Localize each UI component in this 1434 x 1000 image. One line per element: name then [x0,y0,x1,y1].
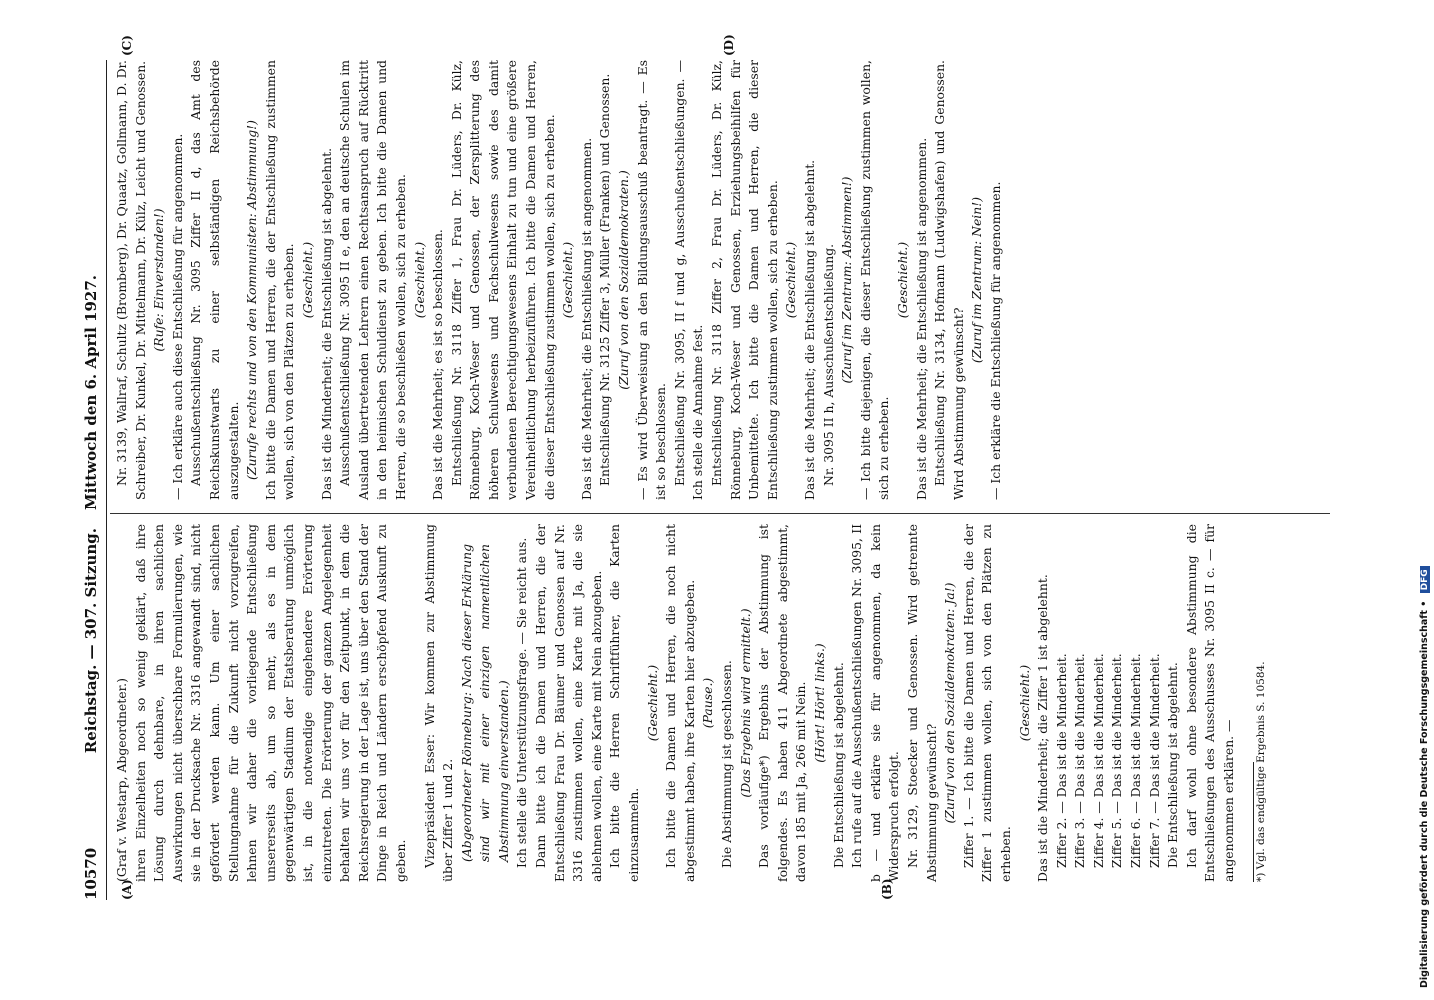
session-title: Reichstag. — 307. Sitzung. [82,528,100,754]
header-rule [106,60,107,900]
paragraph: Ziffer 1. — Ich bitte die Damen und Herren, die der Ziffer 1 zustimmen wollen, sich von den Plätzen zu erheben. [960,524,1013,882]
dfg-logo: DFG [1420,566,1430,593]
margin-marker-c: (C) [120,35,134,56]
paragraph: Entschließung Nr. 3125 Ziffer 3, Müller (Franken) und Genossen. [597,73,613,486]
paragraph: (Pause.) [700,677,716,729]
paragraph: Die Entschließung ist abgelehnt. [830,662,846,868]
paragraph: (Geschieht.) [1016,664,1032,742]
paragraph: (Zuruf im Zentrum: Nein!) [969,196,985,364]
paragraph: Das ist die Mehrheit; die Entschließung ist abgelehnt. [801,159,817,500]
paragraph: (Zuruf von den Sozialdemokraten.) [616,170,632,390]
paragraph: Entschließung Nr. 3134, Hofmann (Ludwigshafen) und Genossen. Wird Abstimmung gewünscht? [932,60,966,500]
paragraph: Ich bitte die Herren Schriftführer, die Karten einzusammeln. [607,524,642,882]
paragraph: Ziffer 5. — Das ist die Minderheit. [1109,653,1125,868]
paragraph: — Ich erkläre auch diese Entschließung für angenommen. [169,133,185,500]
margin-marker-d: (D) [722,34,736,56]
paragraph: Die Abstimmung ist geschlossen. [719,660,734,868]
paragraph: (Abgeordneter Rönneburg: Nach dieser Erklärung sind wir mit einer einzigen namentlichen Abstimmung einverstanden.) [458,544,511,862]
paragraph: (Geschieht.) [644,664,660,742]
session-date: Mittwoch den 6. April 1927. [82,275,100,510]
margin-marker-a: (A) [120,879,134,900]
paragraph: Ziffer 2. — Das ist die Minderheit. [1053,653,1069,868]
paragraph: — Ich erkläre die Entschließung für angenommen. [987,181,1003,500]
paragraph: Das ist die Mehrheit; es ist so beschlossen. [430,229,446,500]
paragraph: — Ich bitte diejenigen, die dieser Entschließung zustimmen wollen, sich zu erheben. [857,60,892,500]
paragraph: Entschließung Nr. 3118 Ziffer 1, Frau Dr. Lüders, Dr. Külz, Rönneburg, Koch-Weser und Genossen, der Zersplitterung des höheren Schulwesens und Fachschulwesens sowie des damit verbundenen Berechtigungswesens Einhalt zu tun und eine größere Vereinheitlichung herbeizuführen. Ich bitte die Damen und Herren, die dieser Entschließung zustimmen wollen, sich zu erheben. [448,60,557,500]
paragraph: (Graf v. Westarp, Abgeordneter.) [114,678,129,882]
paragraph: (Geschieht.) [560,241,576,319]
paragraph: Nr. 3139, Wallraf, Schultz (Bromberg), Dr. Quaatz, Gollmann, D. Dr. Schreiber, Dr. Kunkel, Dr. Mittelmann, Dr. Külz, Leicht und Genossen. [114,60,148,500]
paragraph: (Zuruf von den Sozialdemokraten: Ja!) [942,582,958,824]
paragraph: Das ist die Minderheit; die Ziffer 1 ist abgelehnt. [1035,574,1051,882]
paragraph: Ausschußentschließung Nr. 3095 Ziffer II d, das Amt des Reichskunstwarts zu einer selbständigen Reichsbehörde auszugestalten. [188,60,241,500]
paragraph: (Zuruf im Zentrum: Abstimmen!) [839,176,855,384]
paragraph: Das ist die Mehrheit; die Entschließung ist angenommen. [913,137,929,500]
paragraph: (Geschieht.) [411,241,427,319]
paragraph: (Zurufe rechts und von den Kommunisten: Abstimmung!) [244,120,260,480]
margin-marker-b: (B) [880,878,894,900]
paragraph: Ich bitte die Damen und Herren, die der Entschließung zustimmen wollen, sich von den Plätzen zu erheben. [262,60,297,500]
page-number: 10570 [82,847,100,900]
paragraph: Entschließung Nr. 3118 Ziffer 2, Frau Dr. Lüders, Dr. Külz, Rönneburg, Koch-Weser und Genossen, Erziehungsbeihilfen für Unbemittelte. Ich bitte die Damen und Herren, die dieser Entschließung zustimmen wollen, sich zu erheben. [709,60,780,500]
paragraph: Ausschußentschließung Nr. 3095 II e, den an deutsche Schulen im Ausland übertretenden Lehrern einen Rechtsanspruch auf Rücktritt in den heimischen Schuldienst zu geben. Ich bitte die Damen und Herren, die so beschließen wollen, sich zu erheben. [337,60,408,500]
page-header [82,60,108,900]
paragraph: Das ist die Mehrheit; die Entschließung ist angenommen. [578,137,594,500]
paragraph: Vizepräsident Esser: Wir kommen zur Abstimmung über Ziffer 1 und 2. [421,524,456,882]
paragraph: (Das Ergebnis wird ermittelt.) [737,608,753,798]
paragraph: (Geschieht.) [894,241,910,319]
paragraph: — Es wird Überweisung an den Bildungsausschuß beantragt. — Es ist so beschlossen. [634,60,669,500]
paragraph: (Geschieht.) [783,241,799,319]
paragraph: Dann bitte ich die Damen und Herren, die der Entschließung Frau Dr. Bäumer und Genossen auf Nr. 3316 zustimmen wollen, eine Karte mit Ja, die sie ablehnen wollen, eine Karte mit Nein abzugeben. [533,524,604,882]
paragraph: Ziffer 3. — Das ist die Minderheit. [1072,653,1088,868]
paragraph: Das ist die Minderheit; die Entschließung ist abgelehnt. [318,147,334,500]
paragraph: Ich stelle die Unterstützungsfrage. — Sie reicht aus. [514,537,530,868]
paragraph: Ich darf wohl ohne besondere Abstimmung die Entschließungen des Ausschusses Nr. 3095 II c. — für angenommen erklären. — [1183,524,1237,882]
paragraph: Ich rufe auf die Ausschußentschließungen Nr. 3095, II b — und erkläre sie für angenommen, da kein Widerspruch erfolgt. [849,524,902,882]
footnote: *) Vgl. das endgültige Ergebnis S. 10584. [1254,661,1267,882]
paragraph: Nr. 3095 II h, Ausschußentschließung. [820,243,836,486]
paragraph: Entschließung Nr. 3095, II f und g, Ausschußentschließungen. — Ich stelle die Annahme fest. [671,60,706,500]
column-divider [110,513,1330,514]
paragraph: Das vorläufige*) Ergebnis der Abstimmung ist folgendes. Es haben 411 Abgeordnete abgestimmt, davon 185 mit Ja, 266 mit Nein. [756,524,809,882]
paragraph: Nr. 3129, Stoecker und Genossen. Wird getrennte Abstimmung gewünscht? [904,524,939,882]
paragraph: Die Entschließung ist abgelehnt. [1165,662,1181,868]
digitization-credit [1419,8,1433,988]
paragraph: Ziffer 7. — Das ist die Minderheit. [1146,653,1162,868]
credit-text: Digitalisierung gefördert durch die Deutsche Forschungsgemeinschaft • [1419,600,1430,988]
left-column [113,524,1269,882]
paragraph: ihren Einzelheiten noch so wenig geklärt, daß ihre Lösung durch dehnbare, in ihren sachlichen Auswirkungen nicht überschbare Formulierungen, wie sie in der Drucksache Nr. 3316 angewandt sind, nicht gefördert werden kann. Um einer sachlichen Stellungnahme für die Zukunft nicht vorzugreifen, lehnen wir daher die vorliegende Entschließung unsererseits ab, um so mehr, als es in dem gegenwärtigen Stadium der Etatsberatung unmöglich ist, in die notwendige eingehendere Erörterung einzutreten. Die Erörterung der ganzen Angelegenheit behalten wir uns vor für den Zeitpunkt, in dem die Reichsregierung in der Lage ist, uns über den Stand der Dinge in Reich und Ländern erschöpfend Auskunft zu geben. [132,524,408,882]
paragraph: (Rufe: Einverstanden!) [151,208,167,352]
paragraph: Ziffer 4. — Das ist die Minderheit. [1090,653,1106,868]
paragraph: Ich bitte die Damen und Herren, die noch nicht abgestimmt haben, ihre Karten hier abzugeben. [663,524,697,882]
paragraph: Ziffer 6. — Das ist die Minderheit. [1128,653,1144,868]
paragraph: (Geschieht.) [299,241,315,319]
paragraph: (Hört! Hört! links.) [811,643,827,763]
right-column [113,60,1006,500]
